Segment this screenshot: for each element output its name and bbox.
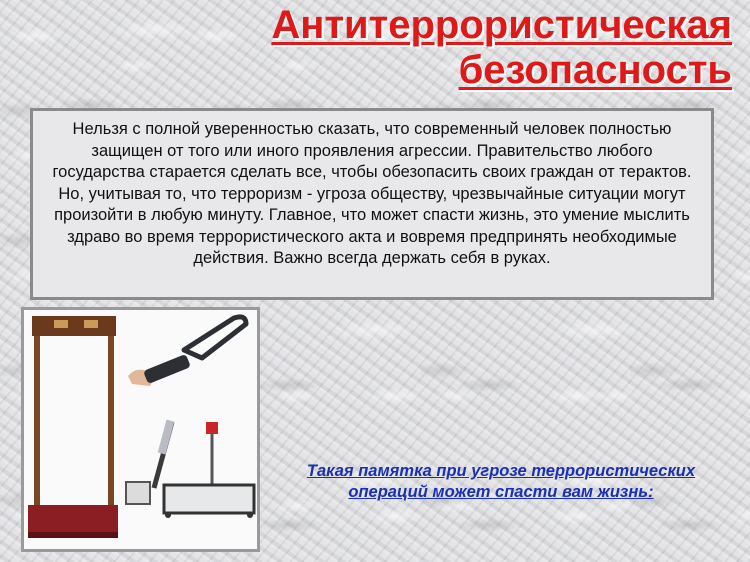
intro-text: Нельзя с полной уверенностью сказать, что современный человек полностью защищен от того или иного проявления агрессии. Правительство любого государства старается сделать все, чтобы обезопасить своих граждан от терактов. Но, учитывая то, что терроризм - угроза обществу, чрезвычайные ситуации могут произойти в любую минуту. Главное, что может спасти жизнь, это умение мыслить здраво во время террористического акта и вовремя предпринять необходимые действия. Важно всегда держать себя в руках. (52, 120, 692, 267)
telescopic-mirror-icon (164, 422, 254, 518)
handheld-detector-icon (128, 317, 246, 386)
slide-title-line-1: Антитеррористическая (271, 3, 732, 47)
slide-title-line-2: безопасность (458, 48, 732, 92)
security-equipment-photo (21, 307, 260, 552)
intro-text-box (30, 108, 714, 300)
walk-through-detector-icon (28, 316, 118, 538)
memo-link[interactable]: Такая памятка при угрозе террористических операций может спасти вам жизнь: (306, 462, 696, 501)
